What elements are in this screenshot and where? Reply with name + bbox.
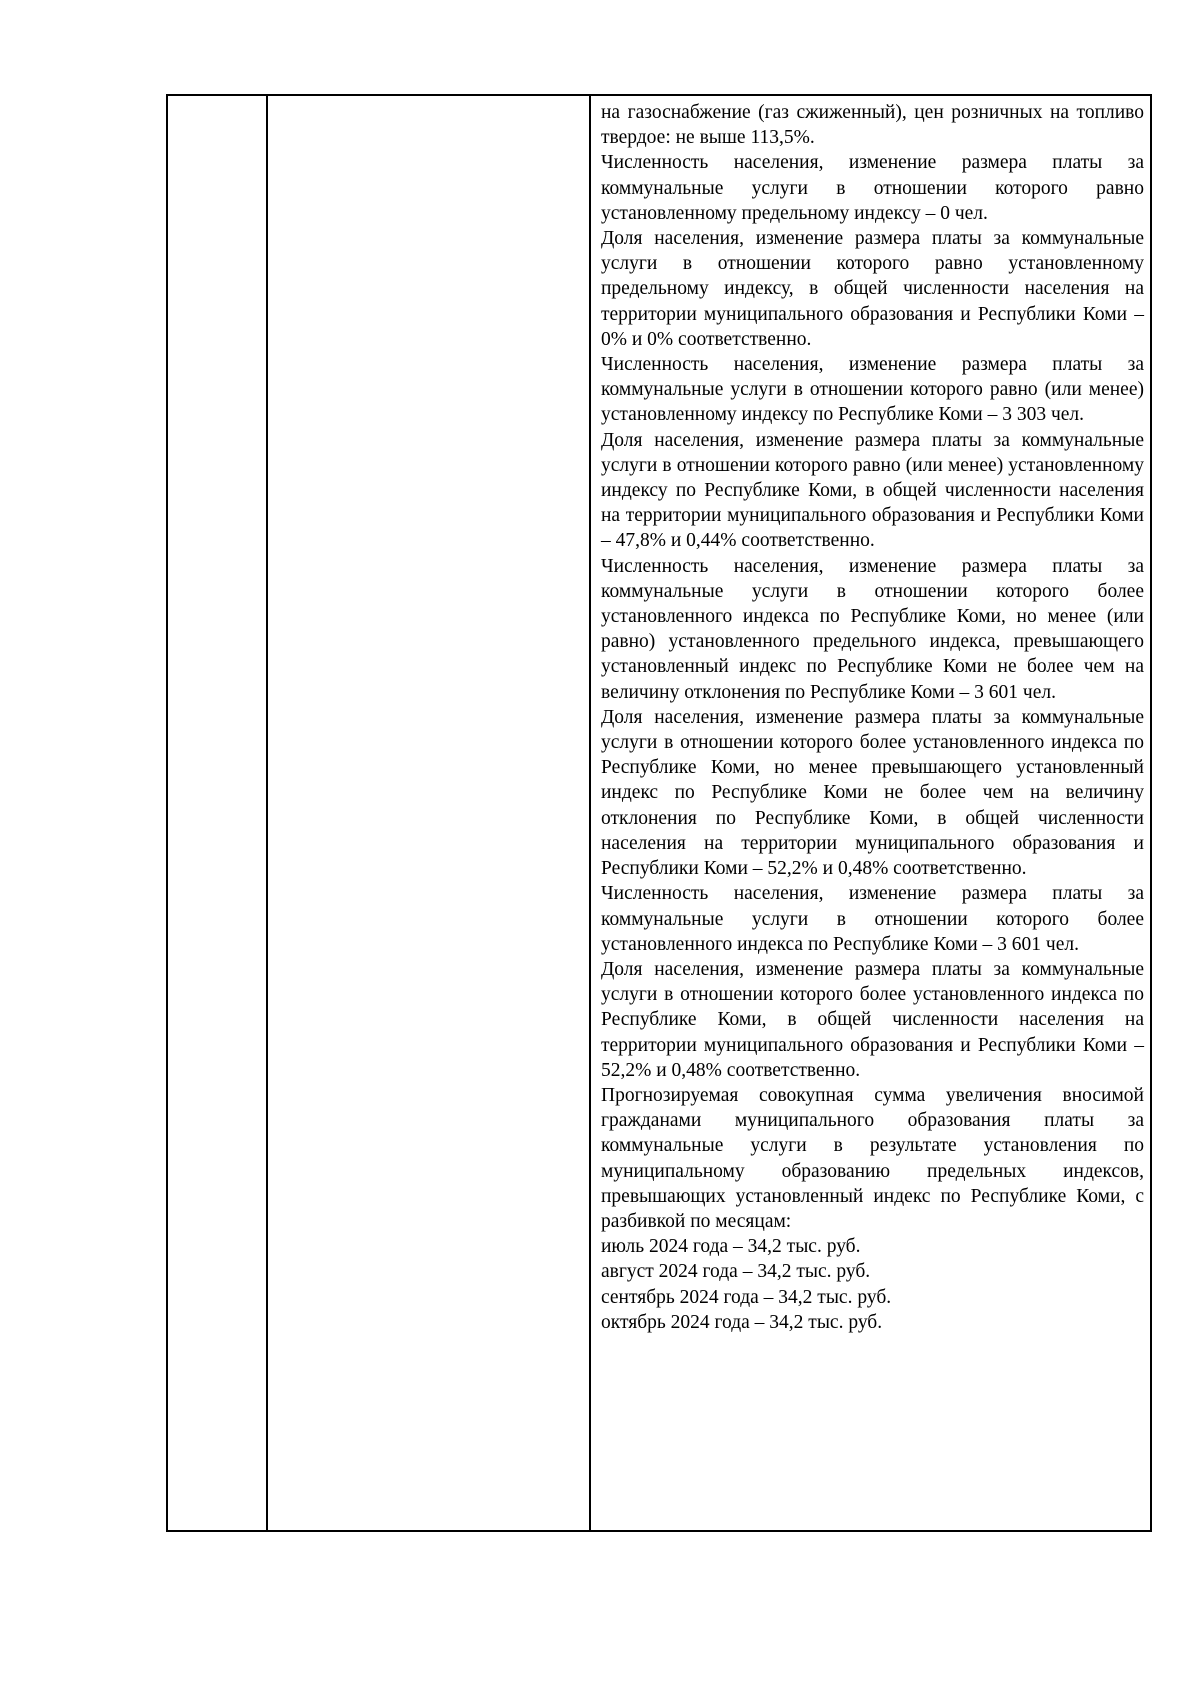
text-paragraph: Численность населения, изменение размера платы за коммунальные услуги в отношении которого равно установленному предельному индексу – 0 чел.: [601, 152, 1144, 224]
month-line-october: октябрь 2024 года – 34,2 тыс. руб.: [601, 1311, 883, 1333]
text-paragraph: Доля населения, изменение размера платы за коммунальные услуги в отношении которого более установленного индекса по Республике Коми, в общей численности населения на территории муниципального образования и Республики Коми – 52,2% и 0,48% соответственно.: [601, 958, 1144, 1081]
text-paragraph: Численность населения, изменение размера платы за коммунальные услуги в отношении которого равно (или менее) установленному индексу по Республике Коми – 3 303 чел.: [601, 354, 1144, 426]
table-column-number: [168, 96, 268, 1530]
text-paragraph: на газоснабжение (газ сжиженный), цен розничных на топливо твердое: не выше 113,5%.: [601, 102, 1144, 149]
text-paragraph: Доля населения, изменение размера платы за коммунальные услуги в отношении которого более установленного индекса по Республике Коми, но менее превышающего установленный индекс по Республике Коми не более чем на величину отклонения по Республике Коми, в общей численности населения на территории муниципального образования и Республики Коми – 52,2% и 0,48% соответственно.: [601, 706, 1144, 880]
table-column-indicator: [268, 96, 591, 1530]
table-column-value: [591, 96, 1150, 1530]
month-line-august: август 2024 года – 34,2 тыс. руб.: [601, 1261, 871, 1283]
text-paragraph: Доля населения, изменение размера платы за коммунальные услуги в отношении которого равно установленному предельному индексу, в общей численности населения на территории муниципального образования и Республики Коми – 0% и 0% соответственно.: [601, 228, 1144, 350]
document-table: [166, 94, 1152, 1532]
month-line-september: сентябрь 2024 года – 34,2 тыс. руб.: [601, 1286, 892, 1308]
month-line-july: июль 2024 года – 34,2 тыс. руб.: [601, 1236, 861, 1258]
text-paragraph: Численность населения, изменение размера платы за коммунальные услуги в отношении которого более установленного индекса по Республике Коми – 3 601 чел.: [601, 883, 1144, 955]
text-paragraph: Численность населения, изменение размера платы за коммунальные услуги в отношении которого более установленного индекса по Республике Коми, но менее (или равно) установленного предельного индекса, превышающего установленный индекс по Республике Коми не более чем на величину отклонения по Республике Коми – 3 601 чел.: [601, 555, 1144, 703]
text-paragraph: Доля населения, изменение размера платы за коммунальные услуги в отношении которого равно (или менее) установленному индексу по Республике Коми, в общей численности населения на территории муниципального образования и Республики Коми – 47,8% и 0,44% соответственно.: [601, 429, 1144, 552]
text-paragraph: Прогнозируемая совокупная сумма увеличения вносимой гражданами муниципального образования платы за коммунальные услуги в результате установления по муниципальному образованию предельных индексов, превышающих установленный индекс по Республике Коми, с разбивкой по месяцам:: [601, 1084, 1144, 1232]
